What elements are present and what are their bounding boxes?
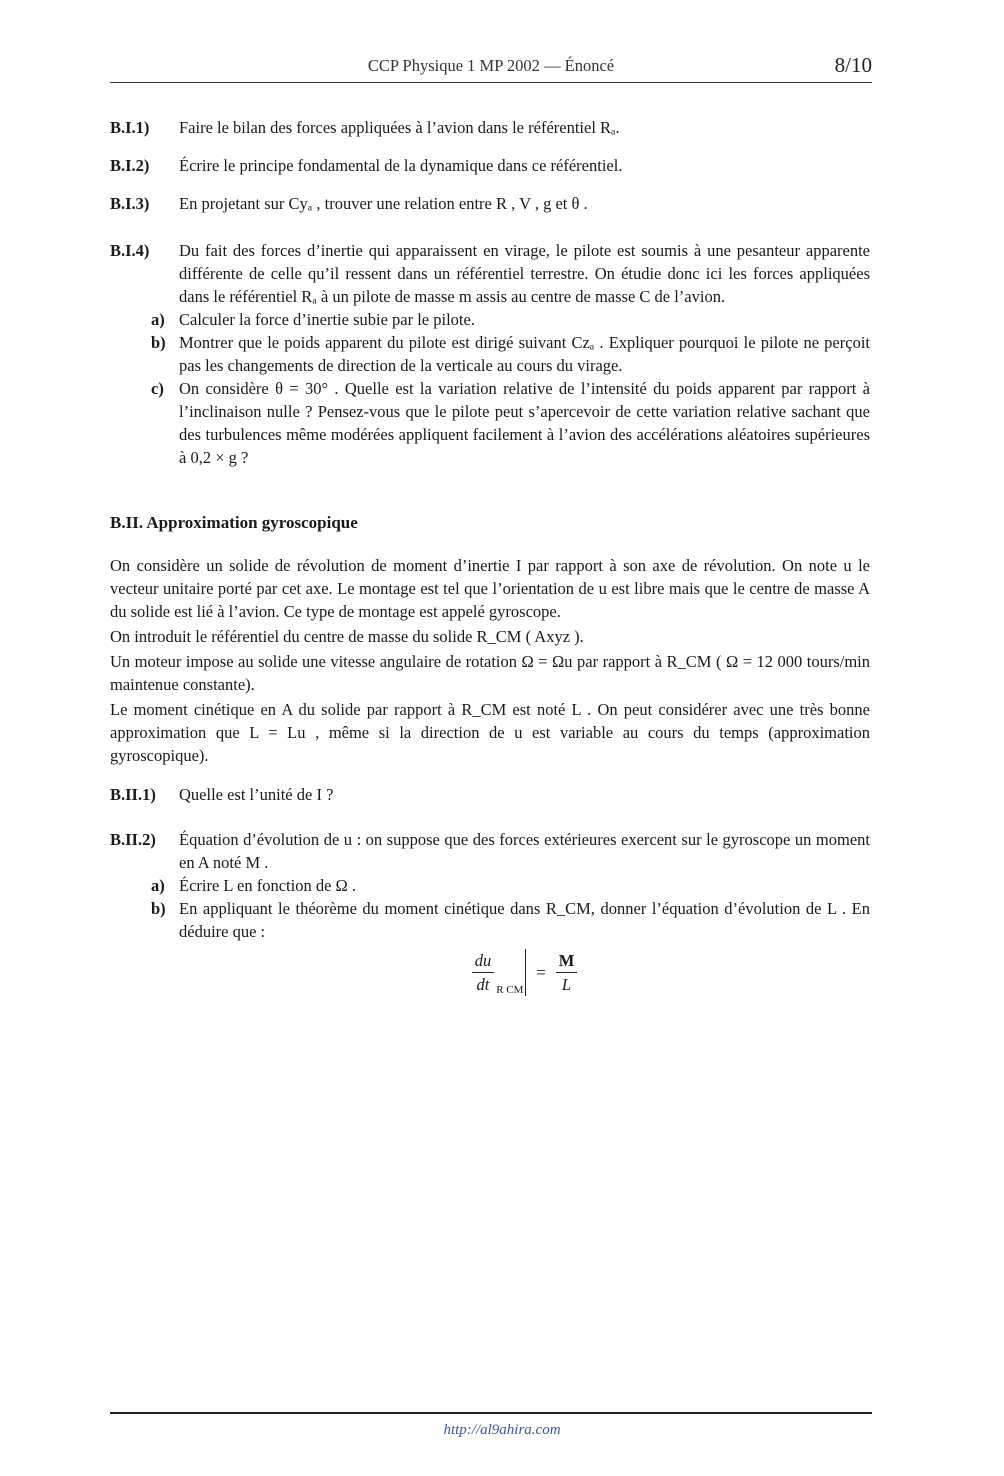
- subquestion-b-ii-2-b: [110, 897, 870, 943]
- question-b-i-4: [110, 239, 870, 308]
- paragraph-referential: On introduit le référentiel du centre de masse du solide R_CM ( Axyz ).: [110, 627, 584, 646]
- question-b-i-3: [110, 192, 870, 215]
- section-title: B.II. Approximation gyroscopique: [110, 513, 358, 532]
- paragraph-angular-momentum: Le moment cinétique en A du solide par rapport à R_CM est noté L . On peut considérer avec une très bonne approximation que L = Lu , même si la direction de u est variable au cours du temps (approximation gyroscopique).: [110, 700, 870, 765]
- footer-link[interactable]: http://al9ahira.com: [443, 1422, 561, 1438]
- formula-lhs-numerator: du: [472, 949, 495, 973]
- question-text: Écrire le principe fondamental de la dynamique dans ce référentiel.: [179, 156, 623, 175]
- question-text: Faire le bilan des forces appliquées à l’avion dans le référentiel Rₐ.: [179, 118, 620, 137]
- formula-subscript: R CM: [496, 984, 524, 996]
- subquestion-text: Calculer la force d’inertie subie par le pilote.: [179, 310, 475, 329]
- question-b-ii-2: [110, 828, 870, 874]
- question-text: Du fait des forces d’inertie qui apparaissent en virage, le pilote est soumis à une pesanteur apparente différente de celle qu’il ressent dans un référentiel terrestre. On étudie donc ici les forces appliquées dans le référentiel Rₐ à un pilote de masse m assis au centre de masse C de l’avion.: [179, 241, 870, 306]
- paragraph-motor: Un moteur impose au solide une vitesse angulaire de rotation Ω = Ωu par rapport à R_CM ( Ω = 12 000 tours/min maintenue constante).: [110, 652, 870, 694]
- question-label: B.I.1): [110, 118, 150, 137]
- question-b-i-2: [110, 154, 870, 177]
- page-header: [110, 54, 872, 83]
- footer-divider: [110, 1412, 872, 1414]
- question-label: B.I.3): [110, 194, 150, 213]
- question-text: Quelle est l’unité de I ?: [179, 785, 334, 804]
- question-text: Équation d’évolution de u : on suppose que des forces extérieures exercent sur le gyroscope un moment en A noté M .: [179, 830, 870, 872]
- subquestion-b-i-4-a: [110, 308, 870, 331]
- formula-lhs: [472, 949, 527, 996]
- subquestion-label: b): [151, 333, 166, 352]
- question-label: B.II.1): [110, 785, 156, 804]
- subquestion-text: On considère θ = 30° . Quelle est la variation relative de l’intensité du poids apparent par rapport à l’inclinaison nulle ? Pensez-vous que le pilote peut s’apercevoir de cette variation relative sachant que des turbulences même modérées appliquent facilement à l’avion des accélérations aléatoires supérieures à 0,2 × g ?: [179, 379, 870, 467]
- subquestion-text: Montrer que le poids apparent du pilote est dirigé suivant Czₐ . Expliquer pourquoi le pilote ne perçoit pas les changements de direction de la verticale au cours du virage.: [179, 333, 870, 375]
- question-b-ii-1: [110, 783, 870, 806]
- subquestion-b-i-4-b: [110, 331, 870, 377]
- question-label: B.I.4): [110, 241, 150, 260]
- subquestion-label: b): [151, 899, 166, 918]
- page-content: [110, 116, 870, 996]
- subquestion-label: a): [151, 876, 165, 895]
- question-text: En projetant sur Cyₐ , trouver une relation entre R , V , g et θ .: [179, 194, 588, 213]
- question-label: B.II.2): [110, 830, 156, 849]
- formula-rhs: [556, 949, 578, 996]
- gyroscope-equation: [179, 949, 870, 996]
- header-title: CCP Physique 1 MP 2002 — Énoncé: [367, 56, 615, 75]
- subquestion-label: a): [151, 310, 165, 329]
- question-b-i-1: [110, 116, 870, 139]
- subquestion-text: Écrire L en fonction de Ω .: [179, 876, 357, 895]
- formula-rhs-denominator: L: [561, 975, 572, 994]
- paragraph-solid: On considère un solide de révolution de moment d’inertie I par rapport à son axe de révolution. On note u le vecteur unitaire porté par cet axe. Le montage est tel que l’orientation de u est libre mais que le centre de masse A du solide est lié à l’avion. Ce type de montage est appelé gyroscope.: [110, 556, 870, 621]
- subquestion-text: En appliquant le théorème du moment cinétique dans R_CM, donner l’équation d’évolution de L . En déduire que :: [179, 899, 870, 941]
- subquestion-b-ii-2-a: [110, 874, 870, 897]
- page-number: 8/10: [834, 53, 872, 77]
- subquestion-label: c): [151, 379, 164, 398]
- formula-rhs-numerator: M: [556, 949, 578, 973]
- formula-equals: =: [536, 963, 546, 982]
- question-label: B.I.2): [110, 156, 150, 175]
- subquestion-b-i-4-c: [110, 377, 870, 469]
- formula-lhs-denominator: dt: [476, 975, 490, 994]
